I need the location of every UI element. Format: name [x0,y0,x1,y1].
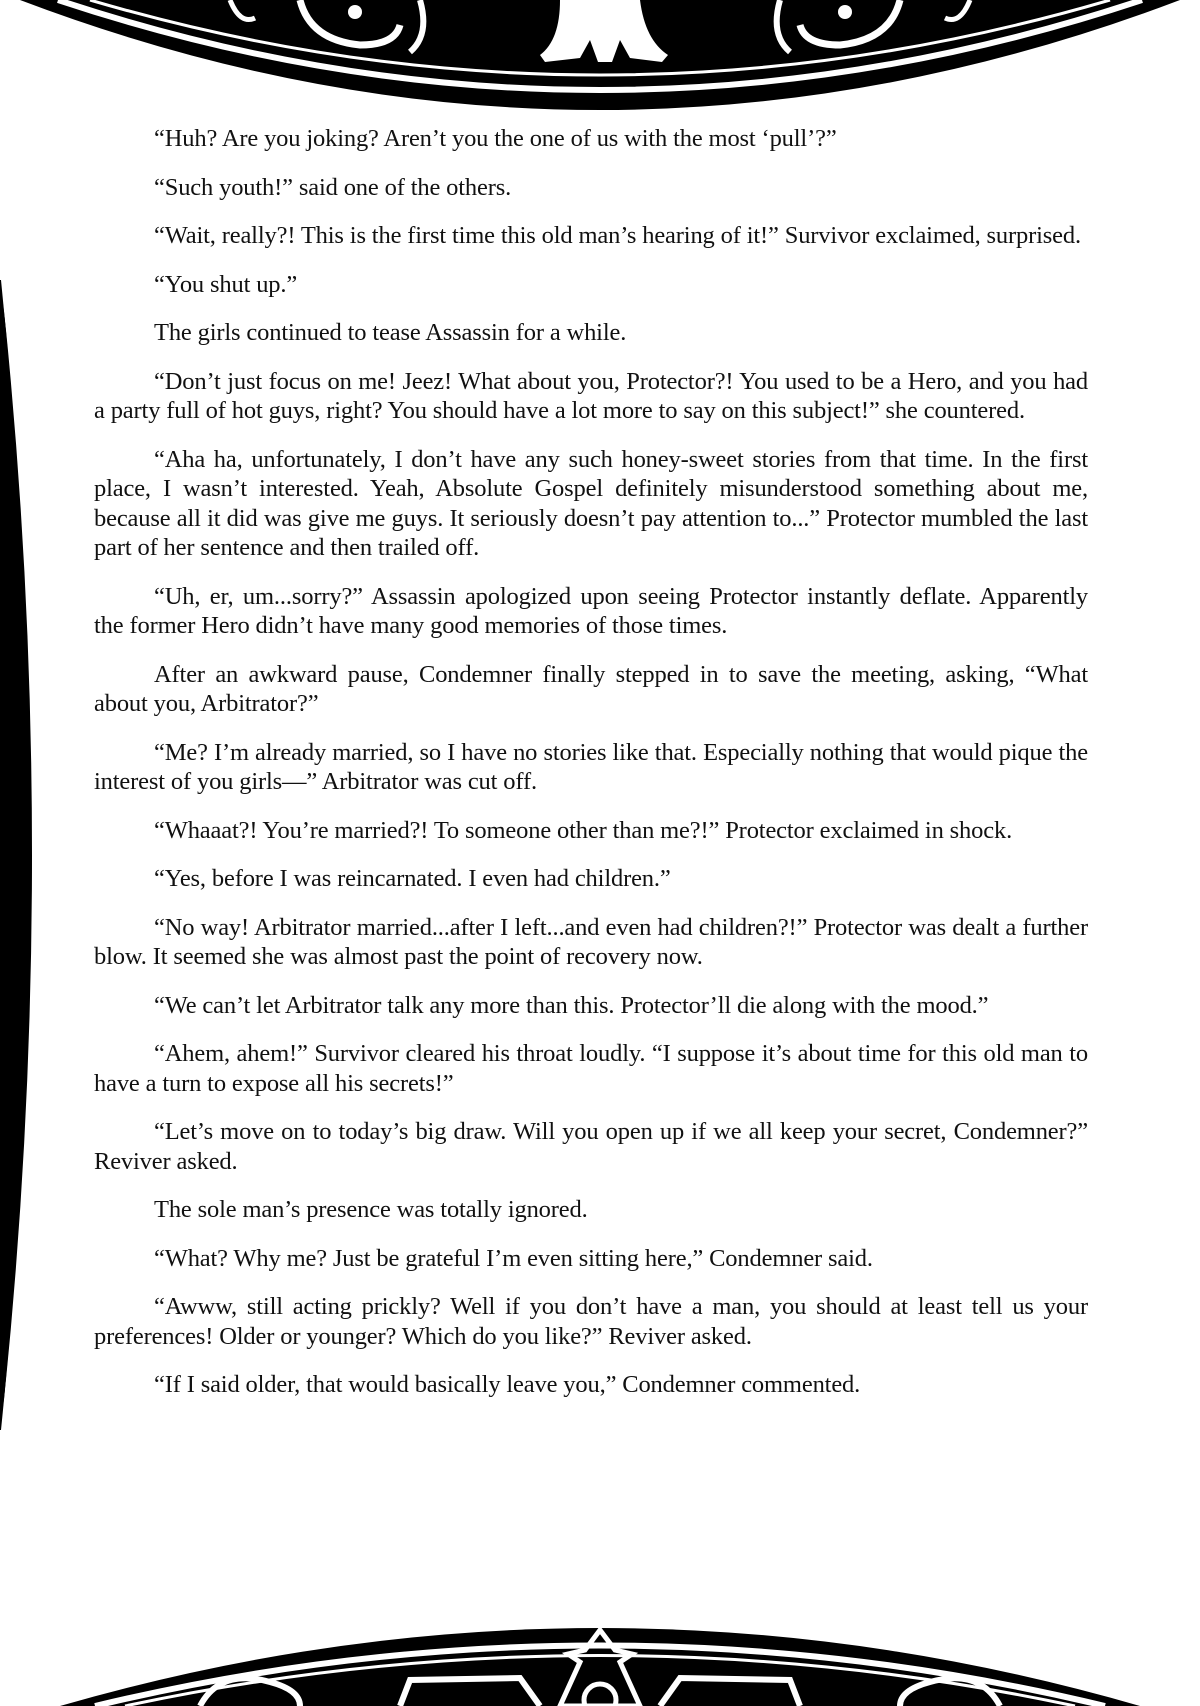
paragraph: “No way! Arbitrator married...after I left...and even had children?!” Protector was dealt a further blow. It seemed she was almost past the point of recovery now. [94,913,1088,970]
top-ornament-icon [0,0,1200,120]
paragraph: “We can’t let Arbitrator talk any more than this. Protector’ll die along with the mood.” [154,991,989,1019]
paragraph: The sole man’s presence was totally ignored. [154,1196,588,1223]
paragraph: “Whaaat?! You’re married?! To someone other than me?!” Protector exclaimed in shock. [154,816,1013,844]
paragraph: “What? Why me? Just be grateful I’m even sitting here,” Condemner said. [154,1244,873,1272]
paragraph: After an awkward pause, Condemner finally stepped in to save the meeting, asking, “What about you, Arbitrator?” [94,660,1088,717]
paragraph: “If I said older, that would basically leave you,” Condemner commented. [154,1371,861,1398]
page-body-text [94,124,1088,1419]
paragraph: The girls continued to tease Assassin for a while. [154,319,627,346]
paragraph: “Aha ha, unfortunately, I don’t have any such honey-sweet stories from that time. In the first place, I wasn’t interested. Yeah, Absolute Gospel definitely misunderstood something about me, because all it did was give me guys. It seriously doesn’t pay attention to...” Protector mumbled the last part of her sentence and then trailed off. [94,445,1088,561]
paragraph: “Ahem, ahem!” Survivor cleared his throat loudly. “I suppose it’s about time for this old man to have a turn to expose all his secrets!” [94,1040,1088,1097]
paragraph: “Such youth!” said one of the others. [154,173,512,201]
paragraph: “Wait, really?! This is the first time this old man’s hearing of it!” Survivor exclaimed, surprised. [154,222,1081,249]
left-edge-ornament-icon [0,280,70,1430]
paragraph: “Awww, still acting prickly? Well if you don’t have a man, you should at least tell us your preferences! Older or younger? Which do you like?” Reviver asked. [94,1293,1088,1350]
bottom-ornament-icon [0,1590,1200,1706]
paragraph: “Don’t just focus on me! Jeez! What about you, Protector?! You used to be a Hero, and you had a party full of hot guys, right? You should have a lot more to say on this subject!” she countered. [94,367,1088,424]
paragraph: “Let’s move on to today’s big draw. Will you open up if we all keep your secret, Condemner?” Reviver asked. [94,1118,1088,1175]
paragraph: “You shut up.” [154,270,298,298]
paragraph: “Me? I’m already married, so I have no stories like that. Especially nothing that would pique the interest of you girls—” Arbitrator was cut off. [94,738,1088,795]
paragraph: “Huh? Are you joking? Aren’t you the one of us with the most ‘pull’?” [154,125,837,152]
paragraph: “Yes, before I was reincarnated. I even had children.” [154,865,671,892]
paragraph: “Uh, er, um...sorry?” Assassin apologized upon seeing Protector instantly deflate. Apparently the former Hero didn’t have many good memories of those times. [94,582,1088,639]
